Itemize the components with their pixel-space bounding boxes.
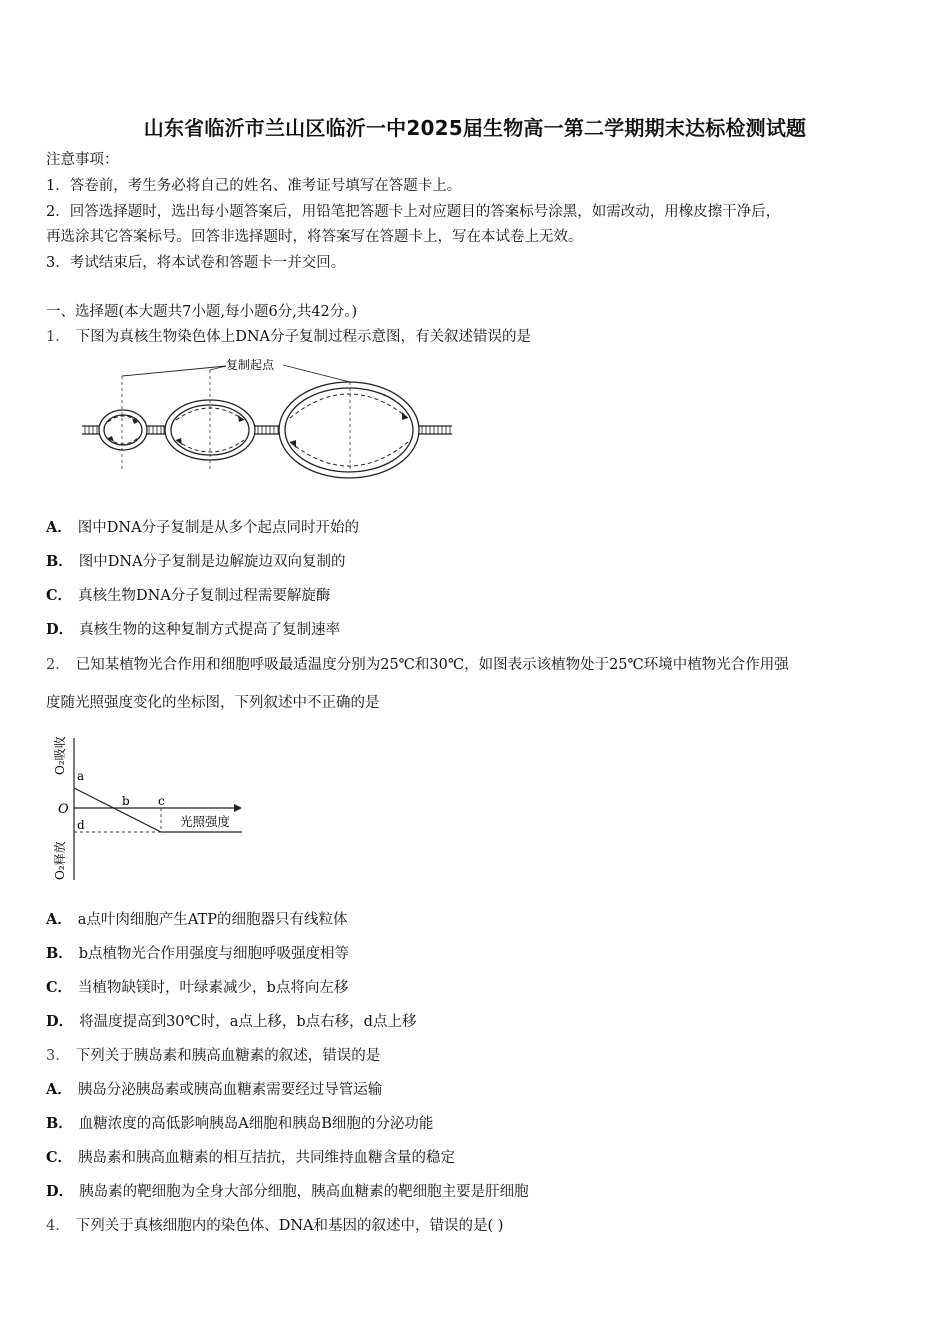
option-letter: D． (46, 1183, 74, 1200)
page-title: 山东省临沂市兰山区临沂一中2025届生物高一第二学期期末达标检测试题 (143, 116, 807, 140)
q3-option-c[interactable] (46, 1148, 910, 1168)
question-2-stem-line1 (46, 655, 910, 675)
question-4-stem (46, 1216, 910, 1236)
option-letter: A． (46, 1081, 72, 1098)
photosynthesis-curve (74, 788, 161, 832)
option-text: b点植物光合作用强度与细胞呼吸强度相等 (78, 946, 350, 962)
option-letter: C． (46, 587, 73, 604)
light-intensity-graph (46, 730, 256, 885)
notice-item-3: 3．考试结束后，将本试卷和答题卡一并交回。 (46, 255, 346, 271)
question-3-stem (46, 1046, 910, 1066)
option-letter: C． (46, 1149, 73, 1166)
x-axis-label: 光照强度 (180, 814, 231, 829)
q2-option-b[interactable] (46, 944, 910, 964)
notice-item-1: 1．答卷前，考生务必将自己的姓名、准考证号填写在答题卡上。 (46, 178, 462, 194)
question-text: 下图为真核生物染色体上DNA分子复制过程示意图，有关叙述错误的是 (75, 329, 532, 345)
section-heading: 一、选择题(本大题共7小题,每小题6分,共42分。) (46, 304, 358, 320)
dna-replication-diagram (78, 352, 458, 482)
question-text: 下列关于胰岛素和胰高血糖素的叙述，错误的是 (75, 1048, 381, 1064)
option-letter: B． (46, 553, 73, 570)
option-text: 血糖浓度的高低影响胰岛A细胞和胰岛B细胞的分泌功能 (78, 1116, 434, 1132)
notice-item-2-cont: 再选涂其它答案标号。回答非选择题时，将答案写在答题卡上，写在本试卷上无效。 (46, 229, 583, 245)
replication-origin-label: 复制起点 (226, 358, 275, 372)
q1-option-a[interactable] (46, 518, 910, 538)
dna-double-strand (82, 426, 452, 434)
point-c-label: c (158, 794, 165, 808)
q1-option-d[interactable] (46, 620, 910, 640)
notice-item-2: 2．回答选择题时，选出每小题答案后，用铅笔把答题卡上对应题目的答案标号涂黑，如需改动，用橡皮擦干净后， (46, 204, 781, 220)
option-text: 胰岛素和胰高血糖素的相互拮抗，共同维持血糖含量的稳定 (78, 1150, 456, 1166)
option-text: 真核生物的这种复制方式提高了复制速率 (79, 622, 341, 638)
q3-option-a[interactable] (46, 1080, 910, 1100)
option-text: 图中DNA分子复制是从多个起点同时开始的 (77, 520, 360, 536)
q2-option-a[interactable] (46, 910, 910, 930)
origin-label: O (58, 802, 69, 817)
q3-option-b[interactable] (46, 1114, 910, 1134)
option-text: 胰岛分泌胰岛素或胰高血糖素需要经过导管运输 (77, 1082, 383, 1098)
replication-bubbles (99, 382, 419, 478)
option-letter: C． (46, 979, 73, 996)
y-axis-bottom-label: O₂释放 (53, 841, 67, 880)
point-d-label: d (77, 818, 85, 832)
option-text: 将温度提高到30℃时，a点上移，b点右移，d点上移 (79, 1014, 417, 1030)
q1-option-c[interactable] (46, 586, 910, 606)
q2-option-d[interactable] (46, 1012, 910, 1032)
question-text: 已知某植物光合作用和细胞呼吸最适温度分别为25℃和30℃，如图表示该植物处于25℃环境中植物光合作用强 (75, 657, 789, 673)
option-text: a点叶肉细胞产生ATP的细胞器只有线粒体 (77, 912, 348, 928)
q3-option-d[interactable] (46, 1182, 910, 1202)
q1-option-b[interactable] (46, 552, 910, 572)
option-letter: B． (46, 1115, 73, 1132)
option-letter: A． (46, 519, 72, 536)
option-text: 图中DNA分子复制是边解旋边双向复制的 (78, 554, 346, 570)
point-a-label: a (77, 769, 85, 783)
notice-heading: 注意事项： (46, 152, 119, 168)
option-text: 当植物缺镁时，叶绿素减少，b点将向左移 (78, 980, 349, 996)
y-axis-top-label: O₂吸收 (53, 736, 67, 775)
question-number: 4． (46, 1218, 70, 1234)
option-letter: A． (46, 911, 72, 928)
option-letter: B． (46, 945, 73, 962)
question-text: 下列关于真核细胞内的染色体、DNA和基因的叙述中，错误的是( ) (75, 1218, 504, 1234)
point-b-label: b (122, 794, 130, 808)
question-2-stem-line2: 度随光照强度变化的坐标图，下列叙述中不正确的是 (46, 695, 380, 711)
option-letter: D． (46, 621, 74, 638)
question-1-stem (46, 327, 910, 347)
question-number: 2． (46, 657, 70, 673)
option-text: 真核生物DNA分子复制过程需要解旋酶 (78, 588, 331, 604)
option-text: 胰岛素的靶细胞为全身大部分细胞，胰高血糖素的靶细胞主要是肝细胞 (79, 1184, 529, 1200)
question-number: 1． (46, 329, 70, 345)
q2-option-c[interactable] (46, 978, 910, 998)
question-number: 3． (46, 1048, 70, 1064)
option-letter: D． (46, 1013, 74, 1030)
